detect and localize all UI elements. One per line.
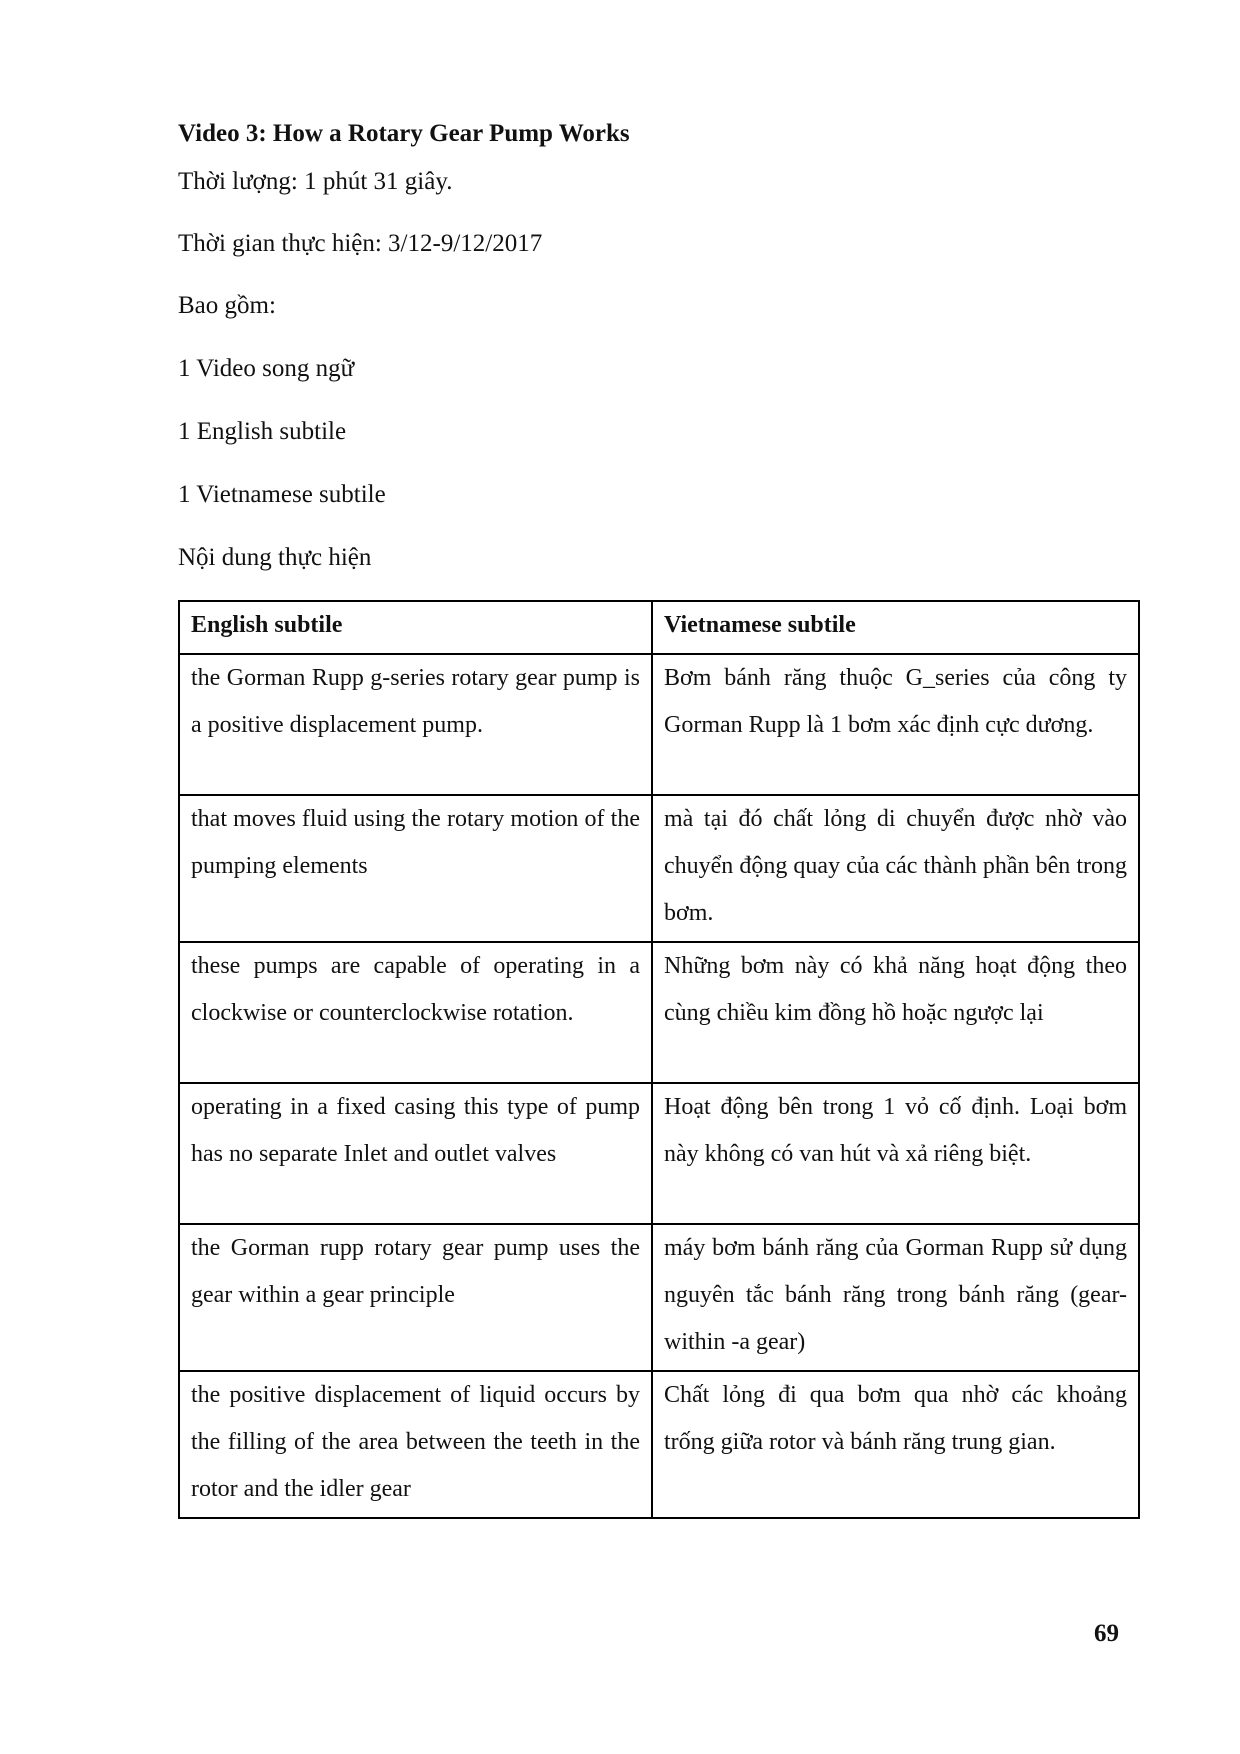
includes-label: Bao gồm:: [178, 292, 276, 319]
table-header-row: [179, 601, 1139, 654]
subtitle-table: [178, 600, 1140, 1519]
time-line: Thời gian thực hiện: 3/12-9/12/2017: [178, 230, 543, 257]
table-row: [179, 1083, 1139, 1224]
vietnamese-cell: Chất lỏng đi qua bơm qua nhờ các khoảng trống giữa rotor và bánh răng trung gian.: [652, 1371, 1139, 1518]
header-english-subtitle: English subtile: [179, 601, 652, 654]
video-title: Video 3: How a Rotary Gear Pump Works: [178, 120, 630, 147]
include-item-english-subtitle: 1 English subtile: [178, 418, 347, 445]
header-vietnamese-subtitle: Vietnamese subtile: [652, 601, 1139, 654]
english-cell: that moves fluid using the rotary motion of the pumping elements: [179, 795, 652, 942]
include-item-video: 1 Video song ngữ: [178, 355, 355, 382]
english-cell: the Gorman rupp rotary gear pump uses the gear within a gear principle: [179, 1224, 652, 1371]
vietnamese-cell: mà tại đó chất lỏng di chuyển được nhờ vào chuyển động quay của các thành phần bên trong bơm.: [652, 795, 1139, 942]
english-cell: the Gorman Rupp g-series rotary gear pump is a positive displacement pump.: [179, 654, 652, 795]
vietnamese-cell: máy bơm bánh răng của Gorman Rupp sử dụng nguyên tắc bánh răng trong bánh răng (gear- within -a gear): [652, 1224, 1139, 1371]
content-label: Nội dung thực hiện: [178, 544, 372, 571]
table-row: [179, 1371, 1139, 1518]
english-cell: the positive displacement of liquid occurs by the filling of the area between the teeth in the rotor and the idler gear: [179, 1371, 652, 1518]
include-item-vietnamese-subtitle: 1 Vietnamese subtile: [178, 481, 386, 508]
english-cell: operating in a fixed casing this type of pump has no separate Inlet and outlet valves: [179, 1083, 652, 1224]
table-row: [179, 795, 1139, 942]
table-row: [179, 654, 1139, 795]
duration-line: Thời lượng: 1 phút 31 giây.: [178, 168, 453, 195]
vietnamese-cell: Hoạt động bên trong 1 vỏ cố định. Loại bơm này không có van hút và xả riêng biệt.: [652, 1083, 1139, 1224]
table-row: [179, 942, 1139, 1083]
english-cell: these pumps are capable of operating in a clockwise or counterclockwise rotation.: [179, 942, 652, 1083]
table-row: [179, 1224, 1139, 1371]
vietnamese-cell: Bơm bánh răng thuộc G_series của công ty Gorman Rupp là 1 bơm xác định cực dương.: [652, 654, 1139, 795]
document-body: [178, 116, 1138, 1519]
vietnamese-cell: Những bơm này có khả năng hoạt động theo cùng chiều kim đồng hồ hoặc ngược lại: [652, 942, 1139, 1083]
page-number: 69: [1094, 1620, 1119, 1647]
